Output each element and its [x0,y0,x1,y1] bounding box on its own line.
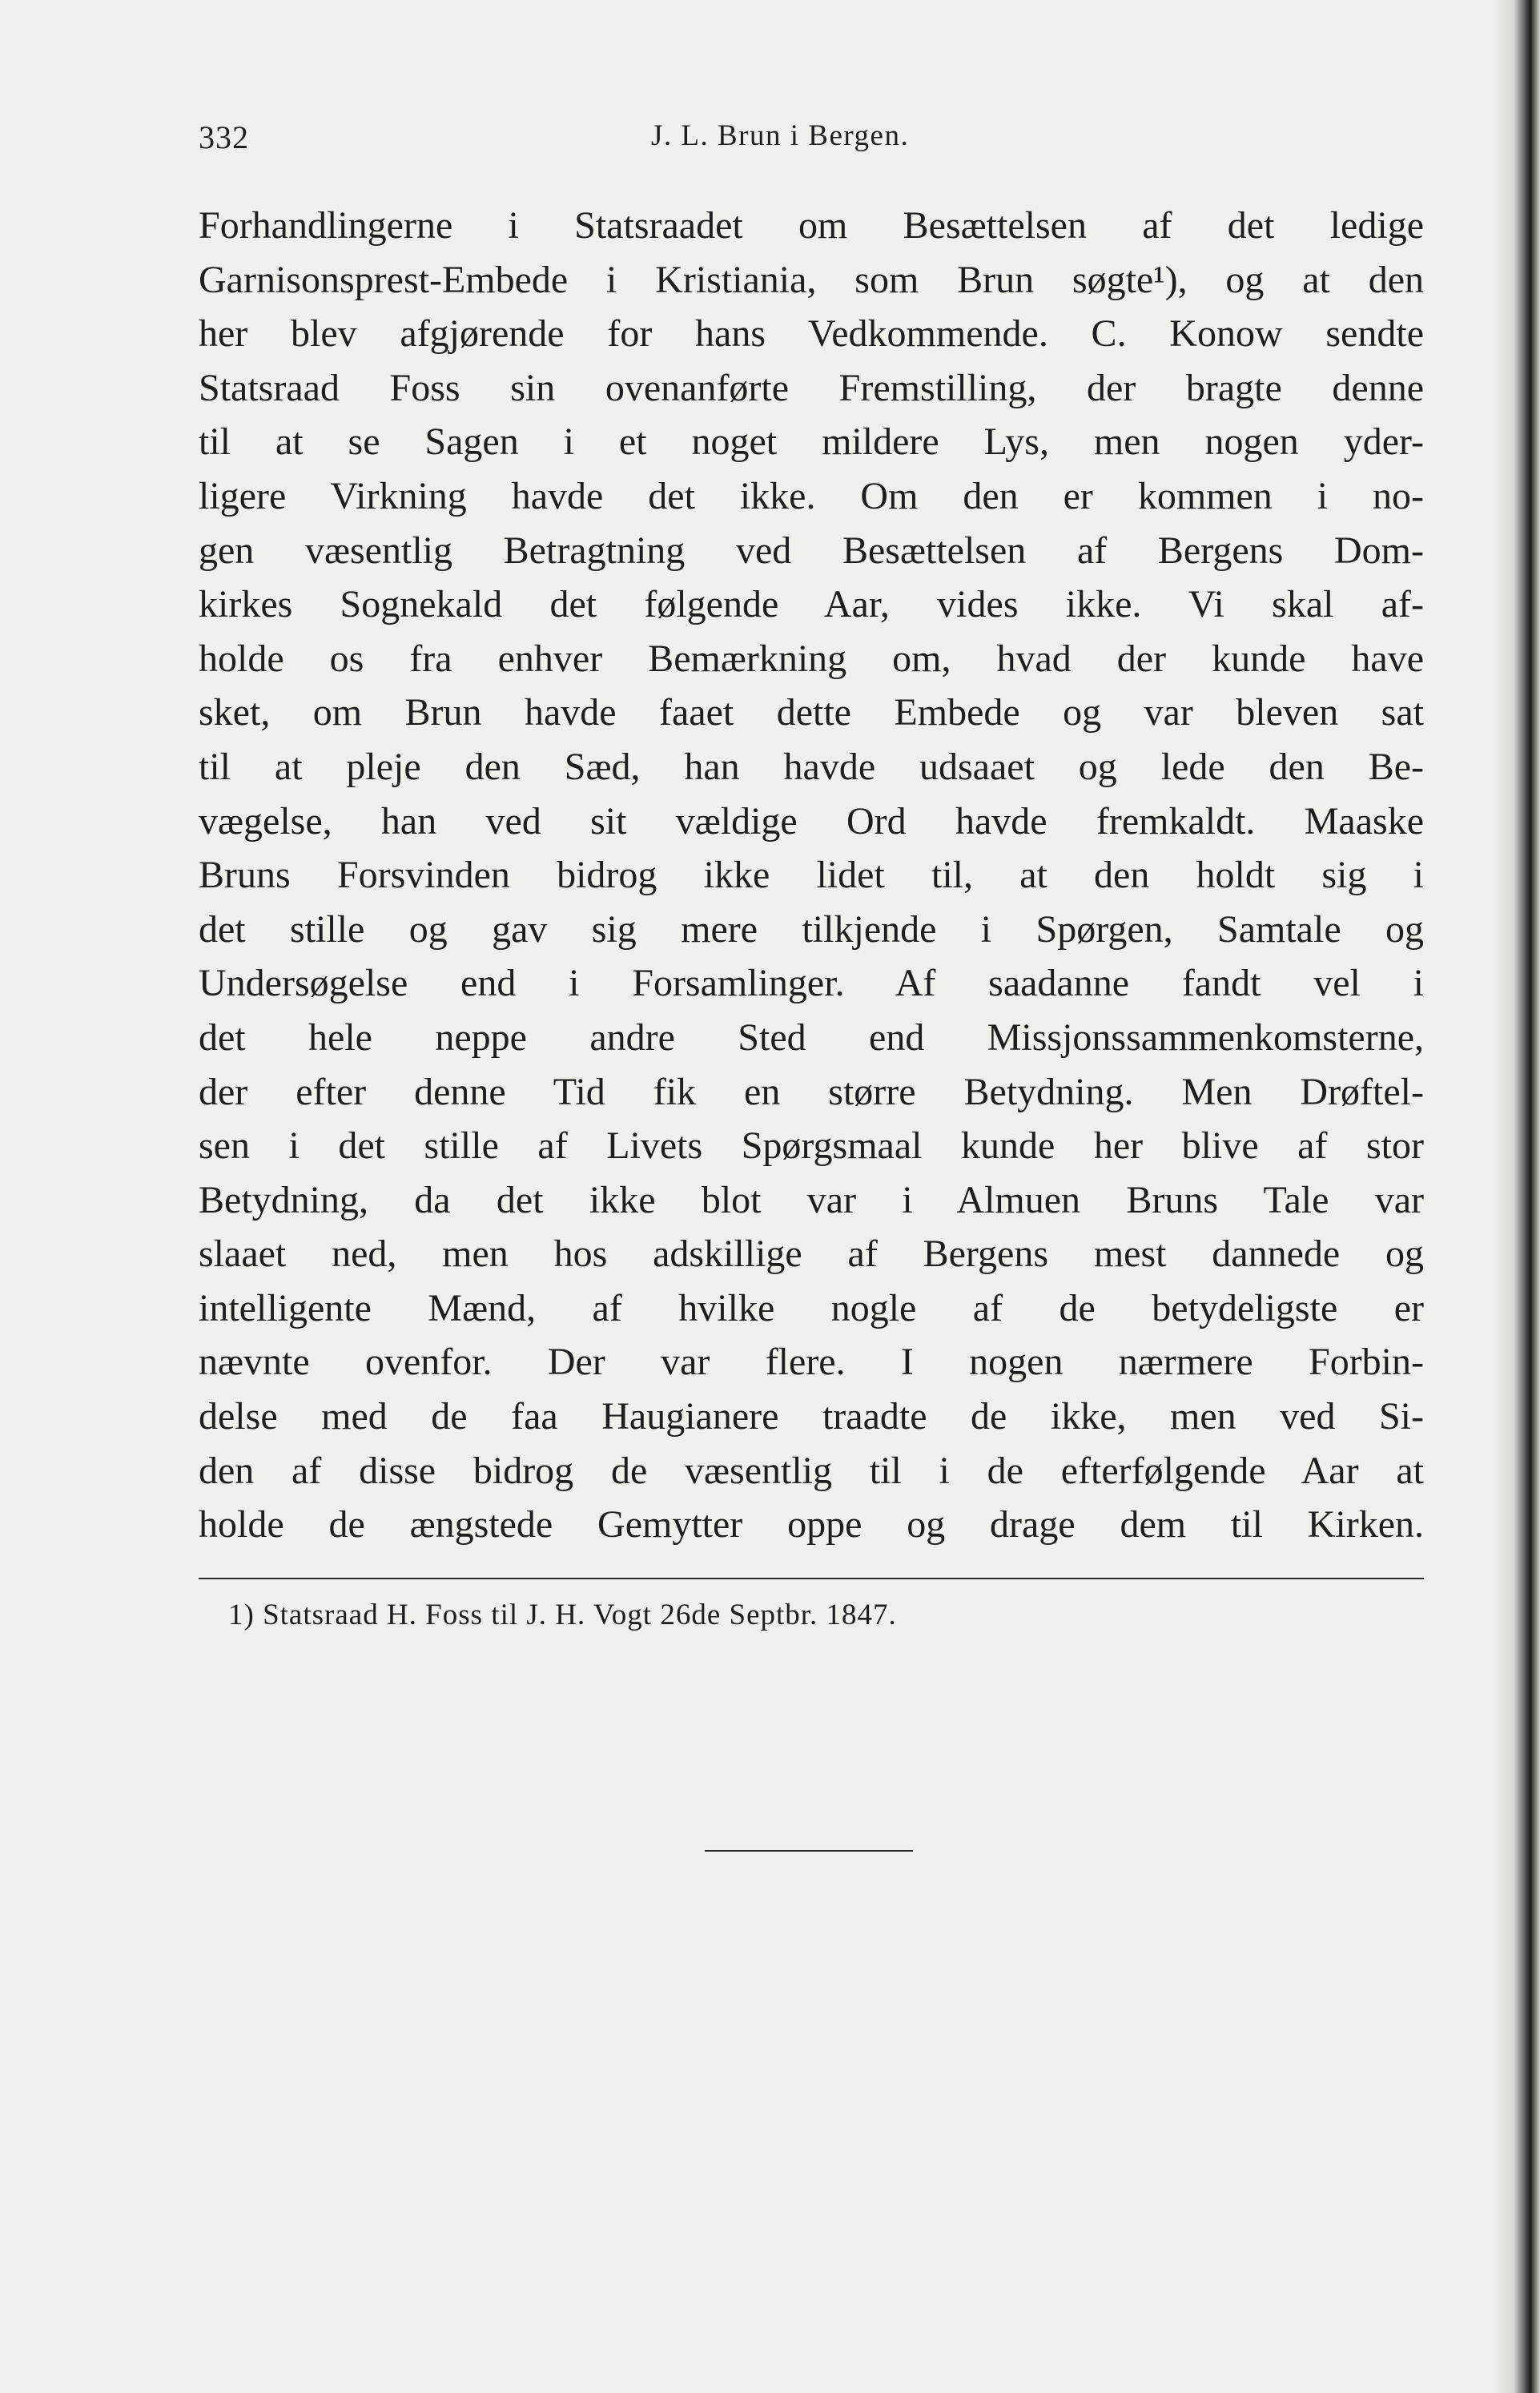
text-line: der efter denne Tid fik en større Betydning. Men Drøftel- [199,1070,1424,1113]
text-line: holde os fra enhver Bemærkning om, hvad der kunde have [199,637,1424,680]
text-line: slaaet ned, men hos adskillige af Bergens mest dannede og [199,1233,1424,1276]
text-line: gen væsentlig Betragtning ved Besættelsen af Bergens Dom- [199,529,1424,572]
footnote-text: Statsraad H. Foss til J. H. Vogt 26de Septbr. 1847. [263,1599,897,1631]
text-line: delse med de faa Haugianere traadte de ikke, men ved Si- [199,1395,1424,1438]
text-line: sen i det stille af Livets Spørgsmaal kunde her blive af stor [199,1124,1424,1168]
text-line: holde de ængstede Gemytter oppe og drage dem til Kirken. [199,1503,1424,1546]
text-line: Statsraad Foss sin ovenanførte Fremstilling, der bragte denne [199,366,1424,409]
text-line: sket, om Brun havde faaet dette Embede og var bleven sat [199,691,1424,734]
end-divider [705,1850,913,1852]
page-header [199,119,1424,167]
text-line: Garnisonsprest-Embede i Kristiania, som Brun søgte¹), og at den [199,258,1424,301]
text-line: Betydning, da det ikke blot var i Almuen Bruns Tale var [199,1178,1424,1221]
running-title: J. L. Brun i Bergen. [651,119,910,152]
footnote [228,1598,897,1632]
text-line: kirkes Sognekald det følgende Aar, vides ikke. Vi skal af- [199,583,1424,626]
text-line: det stille og gav sig mere tilkjende i Spørgen, Samtale og [199,907,1424,951]
text-line: til at pleje den Sæd, han havde udsaaet og lede den Be- [199,745,1424,788]
text-line: det hele neppe andre Sted end Missjonssammenkomsterne, [199,1016,1424,1059]
text-line: til at se Sagen i et noget mildere Lys, men nogen yder- [199,420,1424,464]
text-line: nævnte ovenfor. Der var flere. I nogen nærmere Forbin- [199,1341,1424,1384]
text-line: Bruns Forsvinden bidrog ikke lidet til, at den holdt sig i [199,854,1424,897]
text-line: Forhandlingerne i Statsraadet om Besættelsen af det ledige [199,204,1424,247]
text-line: Undersøgelse end i Forsamlinger. Af saadanne fandt vel i [199,962,1424,1005]
text-line: den af disse bidrog de væsentlig til i de efterfølgende Aar at [199,1449,1424,1492]
page-number: 332 [199,119,249,155]
footnote-divider [199,1578,1424,1579]
body-text [199,199,1424,1552]
text-line: vægelse, han ved sit vældige Ord havde fremkaldt. Maaske [199,799,1424,843]
text-line: intelligente Mænd, af hvilke nogle af de betydeligste er [199,1286,1424,1329]
text-line: ligere Virkning havde det ikke. Om den er kommen i no- [199,474,1424,517]
footnote-marker: 1) [228,1599,255,1631]
text-line: her blev afgjørende for hans Vedkommende. C. Konow sendte [199,312,1424,356]
page-spine-shadow [1492,0,1540,2393]
